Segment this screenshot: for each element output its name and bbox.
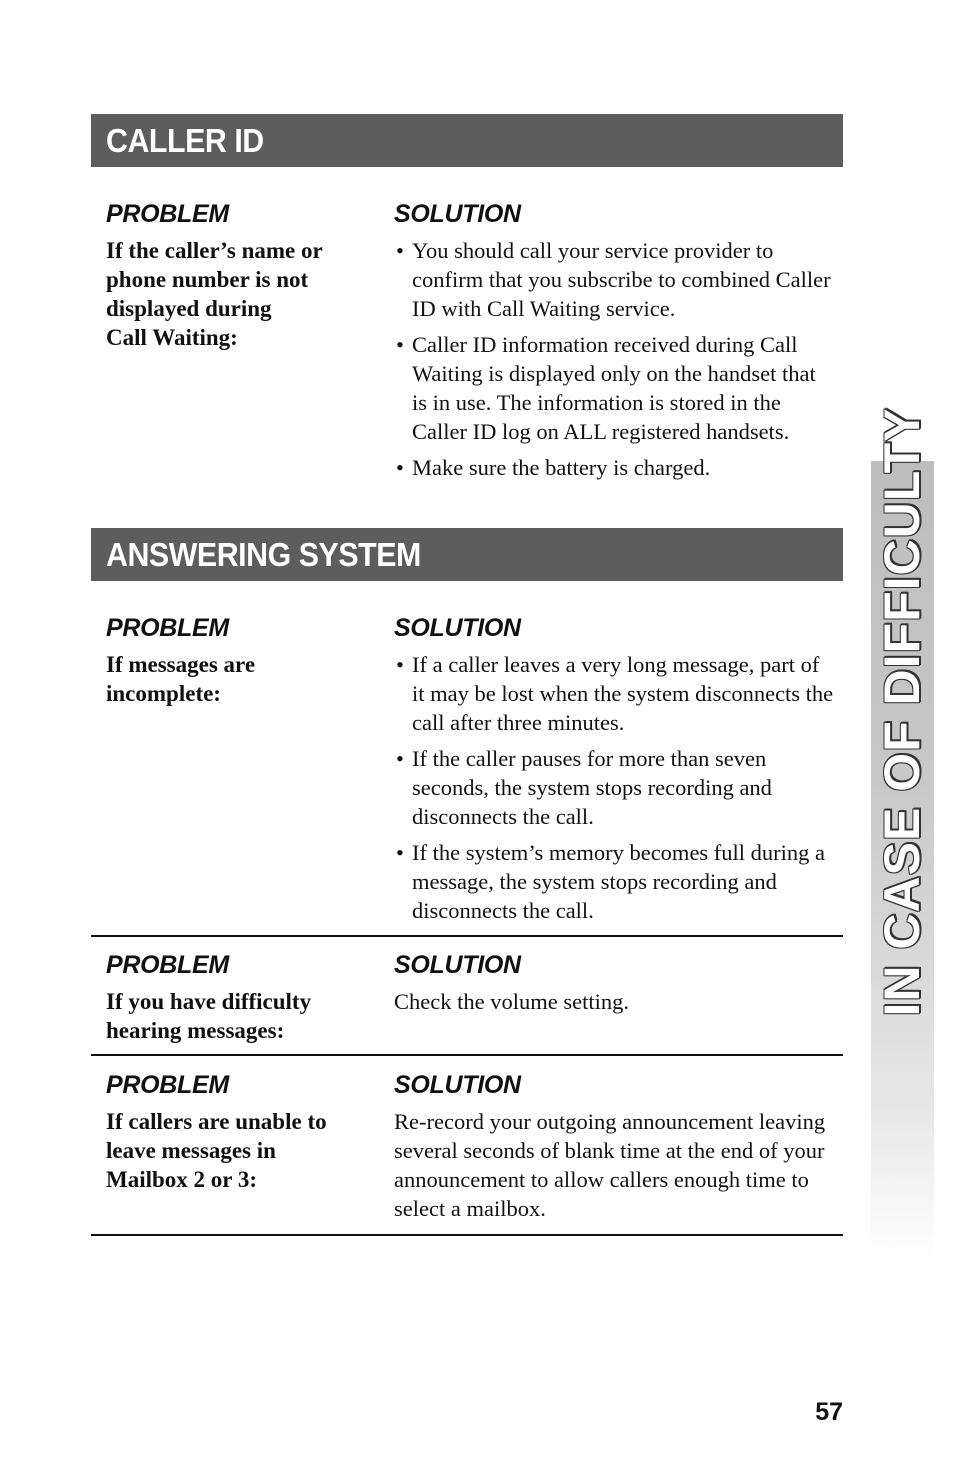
problem-line: incomplete: [106,681,221,706]
solution-text: Re-record your outgoing announcement leaving several seconds of blank time at the end of your announcement to allow callers enough time to select a mailbox. [394,1109,826,1221]
solution-label: SOLUTION [394,951,521,979]
problem-line: If callers are unable to [106,1109,327,1134]
problem-line: displayed during [106,296,272,321]
solution-column [394,1071,834,1223]
solution-item: • You should call your service provider to confirm that you subscribe to combined Caller ID with Call Waiting service. [394,236,834,323]
section-title: CALLER ID [106,122,264,159]
problem-column [106,1071,376,1194]
solution-list [394,650,834,925]
solution-column [394,614,834,932]
answering-entry-1 [91,614,843,934]
problem-line: leave messages in [106,1138,276,1163]
problem-label: PROBLEM [106,951,229,979]
solution-label: SOLUTION [394,614,521,642]
solution-item: • If a caller leaves a very long message, part of it may be lost when the system disconnects the call after three minutes. [394,650,834,737]
problem-line: hearing messages: [106,1018,285,1043]
divider [91,1054,843,1056]
problem-column [106,614,376,708]
side-tab-label: IN CASE OF DIFFICULTY [874,407,930,1017]
solution-item: • Make sure the battery is charged. [394,453,834,482]
section-header-answering-system [91,528,843,581]
solution-column [394,200,834,489]
solution-item: • Caller ID information received during Call Waiting is displayed only on the handset that is in use. The information is stored in the Caller ID log on ALL registered handsets. [394,330,834,446]
answering-entry-2 [91,951,843,1051]
page-number: 57 [815,1398,843,1426]
solution-column [394,951,834,1016]
caller-id-block [91,200,843,520]
problem-label: PROBLEM [106,1071,229,1099]
solution-text: Check the volume setting. [394,989,629,1014]
problem-column [106,200,376,352]
problem-text [106,650,376,708]
problem-column [106,951,376,1045]
problem-line: If the caller’s name or [106,238,323,263]
problem-text [106,1107,376,1194]
solution-label: SOLUTION [394,200,521,228]
problem-line: If messages are [106,652,256,677]
answering-entry-3 [91,1071,843,1231]
divider [91,935,843,937]
problem-label: PROBLEM [106,200,229,228]
problem-line: phone number is not [106,267,309,292]
solution-label: SOLUTION [394,1071,521,1099]
problem-line: If you have difficulty [106,989,312,1014]
divider [91,1234,843,1236]
problem-label: PROBLEM [106,614,229,642]
solution-item: • If the system’s memory becomes full during a message, the system stops recording and disconnects the call. [394,838,834,925]
problem-text [106,987,376,1045]
problem-line: Mailbox 2 or 3: [106,1167,257,1192]
problem-line: Call Waiting: [106,325,238,350]
solution-list [394,236,834,482]
problem-text [106,236,376,352]
solution-item: • If the caller pauses for more than seven seconds, the system stops recording and disconnects the call. [394,744,834,831]
section-header-caller-id [91,114,843,167]
section-title: ANSWERING SYSTEM [106,536,421,573]
